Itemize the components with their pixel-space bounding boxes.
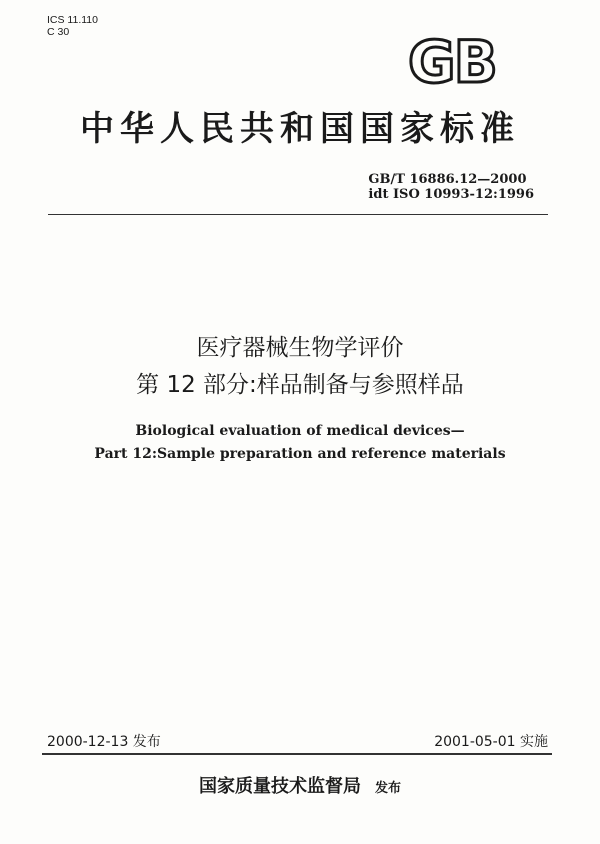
gb-logo-text: GB bbox=[408, 28, 496, 96]
standard-codes bbox=[368, 172, 534, 202]
title-en-line2: Part 12:Sample preparation and reference materials bbox=[94, 446, 506, 462]
ics-code: ICS 11.110 bbox=[47, 14, 98, 26]
header-divider bbox=[48, 214, 548, 215]
issuer-name: 国家质量技术监督局 bbox=[198, 776, 361, 797]
title-en-line1: Biological evaluation of medical devices— bbox=[135, 423, 465, 439]
effective-date: 2001-05-01 实施 bbox=[434, 734, 548, 750]
standard-number: GB/T 16886.12—2000 bbox=[368, 172, 527, 187]
issuer bbox=[0, 772, 600, 798]
gb-logo bbox=[408, 28, 512, 96]
footer-divider bbox=[42, 753, 552, 755]
issue-date: 2000-12-13 发布 bbox=[47, 734, 161, 750]
ccs-code: C 30 bbox=[47, 26, 70, 38]
issuer-action: 发布 bbox=[374, 781, 401, 796]
national-standard-heading: 中华人民共和国国家标准 bbox=[80, 109, 520, 149]
title-cn-line2: 第 12 部分:样品制备与参照样品 bbox=[136, 372, 464, 398]
idt-reference: idt ISO 10993-12:1996 bbox=[368, 187, 534, 202]
title-cn-line1: 医疗器械生物学评价 bbox=[196, 335, 404, 361]
classification-codes bbox=[47, 14, 98, 38]
